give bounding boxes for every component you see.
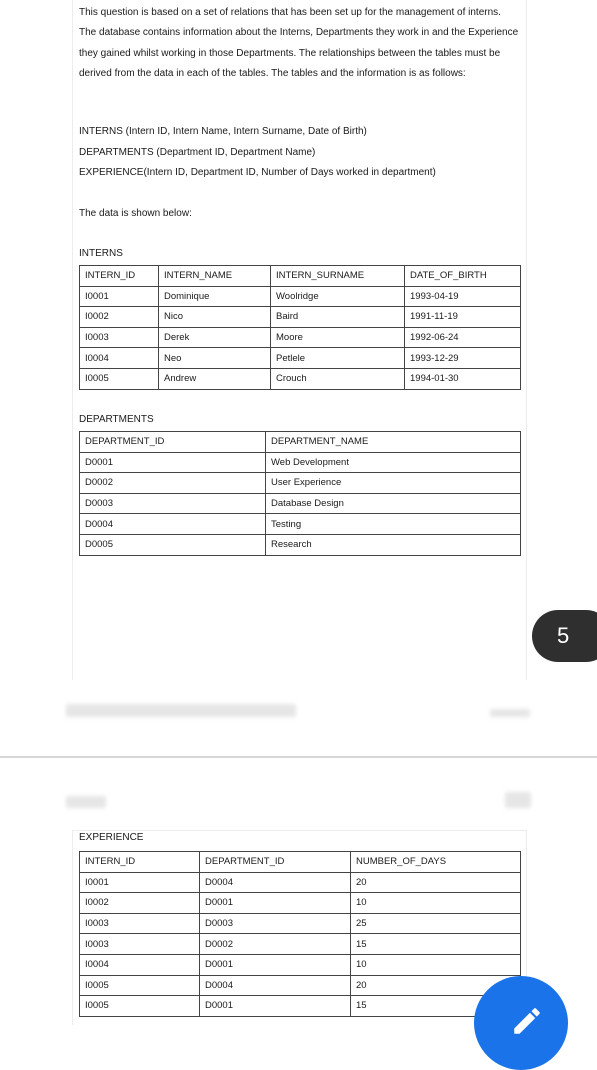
table-cell: D0001 [80, 452, 266, 473]
table-cell: Derek [159, 327, 271, 348]
blurred-header-text [66, 796, 106, 808]
table-cell: I0002 [80, 307, 159, 328]
interns-header-cell: INTERN_ID [80, 266, 159, 287]
table-cell: 10 [351, 954, 521, 975]
interns-header-cell: INTERN_SURNAME [271, 266, 405, 287]
table-cell: I0005 [80, 975, 200, 996]
blurred-header-text [505, 792, 531, 808]
table-cell: I0003 [80, 913, 200, 934]
table-cell: Petlele [271, 348, 405, 369]
table-cell: Andrew [159, 368, 271, 389]
table-row [80, 368, 521, 389]
interns-header-cell: DATE_OF_BIRTH [405, 266, 521, 287]
table-cell: D0005 [80, 534, 266, 555]
table-row [80, 514, 521, 535]
interns-header-cell: INTERN_NAME [159, 266, 271, 287]
table-cell: Crouch [271, 368, 405, 389]
interns-header-row [80, 266, 521, 287]
table-cell: Nico [159, 307, 271, 328]
table-row [80, 452, 521, 473]
intro-paragraph: This question is based on a set of relations that has been set up for the management of interns. The database contains information about the Interns, Departments they work in and the Experience they gained whilst working in those Departments. The relationships between the tables must be derived from the data in each of the tables. The tables and the information is as follows: [79, 7, 519, 80]
table-cell: Research [266, 534, 521, 555]
table-cell: Testing [266, 514, 521, 535]
table-row [80, 493, 521, 514]
table-row [80, 286, 521, 307]
table-cell: Woolridge [271, 286, 405, 307]
table-cell: User Experience [266, 473, 521, 494]
table-row [80, 307, 521, 328]
table-cell: D0001 [200, 954, 351, 975]
table-cell: 1994-01-30 [405, 368, 521, 389]
table-cell: D0002 [200, 934, 351, 955]
table-cell: Dominique [159, 286, 271, 307]
table-row [80, 473, 521, 494]
table-cell: Baird [271, 307, 405, 328]
experience-header-cell: NUMBER_OF_DAYS [351, 852, 521, 873]
table-row [80, 996, 521, 1017]
table-cell: I0005 [80, 368, 159, 389]
table-cell: I0001 [80, 286, 159, 307]
table-cell: Web Development [266, 452, 521, 473]
table-cell: Neo [159, 348, 271, 369]
table-row [80, 872, 521, 893]
table-cell: D0004 [200, 975, 351, 996]
departments-table [79, 431, 521, 556]
table-cell: 20 [351, 975, 521, 996]
interns-caption: INTERNS [79, 248, 123, 259]
table-cell: 1991-11-19 [405, 307, 521, 328]
table-cell: 10 [351, 893, 521, 914]
edit-pencil-icon [510, 1004, 544, 1038]
experience-caption: EXPERIENCE [79, 832, 144, 843]
table-row [80, 975, 521, 996]
document-page-2 [72, 830, 527, 1025]
edit-button[interactable] [474, 976, 568, 1070]
table-row [80, 348, 521, 369]
table-cell: 1992-06-24 [405, 327, 521, 348]
table-cell: I0004 [80, 954, 200, 975]
data-shown-text: The data is shown below: [79, 208, 192, 219]
table-row [80, 954, 521, 975]
table-cell: I0005 [80, 996, 200, 1017]
page-number-badge [532, 610, 597, 662]
experience-header-cell: DEPARTMENT_ID [200, 852, 351, 873]
table-cell: 15 [351, 934, 521, 955]
blurred-footer-text [66, 704, 296, 717]
schema-experience: EXPERIENCE(Intern ID, Department ID, Number of Days worked in department) [79, 167, 436, 178]
table-cell: I0004 [80, 348, 159, 369]
blurred-footer-text [490, 709, 530, 717]
table-cell: 1993-04-19 [405, 286, 521, 307]
table-cell: D0002 [80, 473, 266, 494]
table-row [80, 893, 521, 914]
table-cell: D0001 [200, 996, 351, 1017]
schema-departments: DEPARTMENTS (Department ID, Department Name) [79, 147, 316, 158]
table-cell: 25 [351, 913, 521, 934]
departments-header-row [80, 432, 521, 453]
table-cell: I0003 [80, 934, 200, 955]
schema-interns: INTERNS (Intern ID, Intern Name, Intern Surname, Date of Birth) [79, 126, 367, 137]
experience-table [79, 851, 521, 1017]
table-cell: 15 [351, 996, 521, 1017]
table-cell: Moore [271, 327, 405, 348]
table-cell: I0001 [80, 872, 200, 893]
page-number: 5 [557, 623, 570, 648]
table-cell: I0003 [80, 327, 159, 348]
interns-table [79, 265, 521, 390]
table-cell: D0003 [80, 493, 266, 514]
table-cell: 20 [351, 872, 521, 893]
table-row [80, 934, 521, 955]
table-cell: D0003 [200, 913, 351, 934]
table-cell: D0004 [80, 514, 266, 535]
departments-header-cell: DEPARTMENT_NAME [266, 432, 521, 453]
table-cell: D0001 [200, 893, 351, 914]
page-divider [0, 756, 597, 758]
document-page-1 [72, 0, 527, 680]
table-cell: Database Design [266, 493, 521, 514]
departments-caption: DEPARTMENTS [79, 414, 154, 425]
experience-header-row [80, 852, 521, 873]
table-cell: I0002 [80, 893, 200, 914]
table-cell: 1993-12-29 [405, 348, 521, 369]
table-cell: D0004 [200, 872, 351, 893]
experience-header-cell: INTERN_ID [80, 852, 200, 873]
departments-header-cell: DEPARTMENT_ID [80, 432, 266, 453]
table-row [80, 534, 521, 555]
table-row [80, 913, 521, 934]
table-row [80, 327, 521, 348]
